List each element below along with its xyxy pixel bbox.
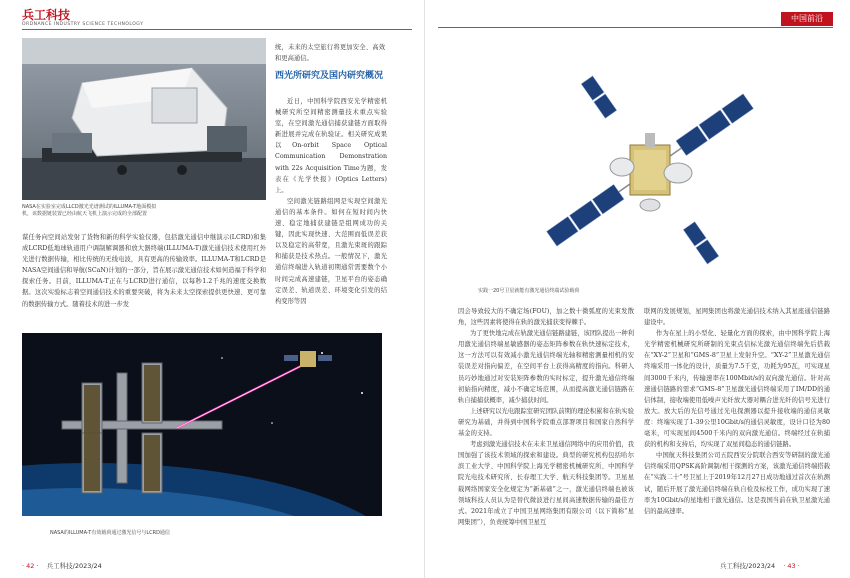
satellite-illustration — [520, 55, 780, 285]
left-col2-paragraphs — [275, 96, 387, 307]
lab-equipment-illustration — [22, 38, 266, 200]
right-col1-paragraph-4: 考虑到激光通信技术在未来卫星通信网络中的应用价值，我国加强了该技术领域的探索和建设。典型的研究机构包括哈尔滨工业大学、中国科学院上海光学精密机械研究所、中国科学院光电技术研究所、长春理工大学、航天科技集团等。卫星星载网络国家安全化规定为“新基础”之一，激光通信终端也被该领域科技人员认为是替代微波进行星间高速数据传输的最佳方式。2021年成立了中国卫星网络集团有限公司（以下简称“星网集团”），负责统筹中国卫星互 — [458, 441, 634, 526]
right-footer — [720, 561, 800, 570]
left-footer — [22, 561, 102, 570]
satellite-drawing — [520, 55, 780, 285]
right-col1-paragraph-3: 上述研究以光电跟踪室研究团队前期的理论积累和在轨实验研究为基础，并得到中国科学院重点部署项目和国家自然科学基金的支持。 — [458, 407, 634, 438]
right-footer-mag: 兵工科技/2023/24 — [720, 562, 776, 570]
left-main-text: 谋任务向空间站发射了货物和新的科学实验仪器，包括激光通信中继演示(LCRD)和集成LCRD低地球轨道用户调制解调器和放大器终端(ILLUMA-T)激光通信技术使用红外光进行数据传输，相比传统的无线电波，具有更高的传输效率。ILLUMA-T和LCRD是NASA空间通信和导航(SCaN)计划的一部分，旨在展示激光通信技术如何造福于科学和探索任务。目前，ILLUMA-T正在与LCRD进行通信，以每秒1.2千兆的速度交换数据。这次实验标志着空间通信技术的重要突破，将为未来太空探索提供更快速、更可靠的数据传输方式。随着技术的进一步发 — [22, 234, 266, 308]
header-rule-right — [438, 27, 833, 28]
space-station-photo — [22, 333, 382, 516]
right-col1-paragraph-2: 为了更快地完成在轨激光通信链路建链，该团队提出一种利用激光通信终端星敏感器的姿态矩阵参数在轨快速标定技术，这一方法可以有效减小激光通信终端光轴和精密测量相机的安装误差对指向偏差，在空间平台上获得高精度的指向。科研人员巧妙地通过对安装矩阵参数的实时标定，提升激光通信终端初始指向精度，减小不确定场范围，从而提高激光通信链路在轨自捕捕获概率，减少捕获时间。 — [458, 330, 634, 404]
right-col1-text — [458, 306, 634, 528]
left-footer-mag: 兵工科技/2023/24 — [46, 562, 102, 570]
magazine-logo: 兵工科技 — [22, 8, 71, 22]
right-page-number: · 43 · — [783, 562, 800, 570]
right-col2-paragraph-1: 联网的发展规划，星网集团也将激光通信技术纳入其星座通信链路建设中。 — [644, 308, 830, 327]
left-page-number: · 42 · — [22, 562, 39, 570]
header-rule-left — [22, 29, 412, 30]
section-title: 西光所研究及国内研究概况 — [275, 71, 384, 81]
magazine-subtitle: ORDNANCE INDUSTRY SCIENCE TECHNOLOGY — [22, 22, 144, 27]
left-col2-paragraph-1: 近日，中国科学院西安光学精密机械研究所空间精密测量技术重点实验室，在空间激光通信捕获建链方面取得新进展并完成在轨验证。相关研究成果以On-orbit Space Optical Communication Demonstration with 22s Acquisition Time为题，发表在《光学快报》(Optics Letters)上。 — [275, 98, 387, 194]
right-col2-text — [644, 306, 830, 517]
satellite-caption: 实践一20号卫星就能有激光通信终端试验载荷 — [478, 288, 580, 294]
column-tag: 中国前沿 — [781, 12, 833, 26]
right-col2-paragraph-3: 中国航天科技集团公司五院西安分院联合西安等研制的激光通信终端采用QPSK高阶调制/相干探测的方案，该激光通信终端搭载在“实践二十”号卫星上于2019年12月27日成功地通过首次在轨测试，随后开展了激光通信终端在轨自检及标校工作，成功实现了速率为10Gbit/s的星地相干激光通信。这是我国当前在轨卫星激光通信的最高速率。 — [644, 452, 830, 515]
space-station-illustration — [22, 333, 382, 516]
lab-photo-caption — [22, 204, 266, 218]
right-col2-paragraph-2: 作为在星上的小型化、轻量化方面的探索，由中国科学院上海光学精密机械研究所研制的光束点信标光激光通信终端先后搭载在“XY-2”卫星和“GMS-8”卫星上发射升空。“XY-2”卫星激光通信终端采用一体化的设计，质量为7.5千克，功耗为95瓦，可实现星间3000千米内，传输速率在100Mbit/s的双向激光通信。针对高速通信链路的需求“GMS-8”卫星激光通信终端采用了IM/DD的通信体制，接收端使用低噪声光纤放大器对耦合进光纤的信号光进行放大。放大后的光信号通过光电探测器以提升接收端的通信灵敏度：终端实现了1-39公里10Gbit/s的通信灵敏度，设计口径为80毫米，可实现星间4500千米内的双向激光通信。终端经过在轨捕获的机构和支持后，均实现了双星间稳态的通信链路。 — [644, 330, 830, 449]
left-col2-paragraph-2: 空间激光链路组网是实现空间激光通信的基本条件。如何在短时间内快速、稳定地捕获建链是组网成功的关键，因此实现快速、大范围而低误差获以及稳定的高带宽，且激光束斑的跟踪和捕获是技术热点。一般情况下，激光通信终端进入轨道初期通常需要数个小时间完成高速建链，卫星平台的姿态确定误差、轨道误差、环境变化引发的结构变形等因 — [275, 197, 387, 305]
space-station-caption: NASA的ILLUMA-T有效载荷通过激光信号与LCRD通信 — [50, 530, 170, 536]
lab-photo-caption-line1: NASA在实验室完成LLCD激光光谱测试的ILLUMA-T地面模拟 — [22, 204, 157, 210]
left-col2-lead: 统，未来的太空旅行将更加安全、高效和更高通信。 — [275, 44, 385, 63]
lab-equipment-photo — [22, 38, 266, 200]
lab-photo-caption-line2: 机，该数据链装置已经由航天飞机上演示完成的全部配置 — [22, 211, 148, 217]
right-col1-paragraph-1: 因会导致较大的不确定场(FOU)，加之数十微弧度的光束发散角，这些因素将使得在轨的激光捕获变得棘手。 — [458, 308, 634, 327]
